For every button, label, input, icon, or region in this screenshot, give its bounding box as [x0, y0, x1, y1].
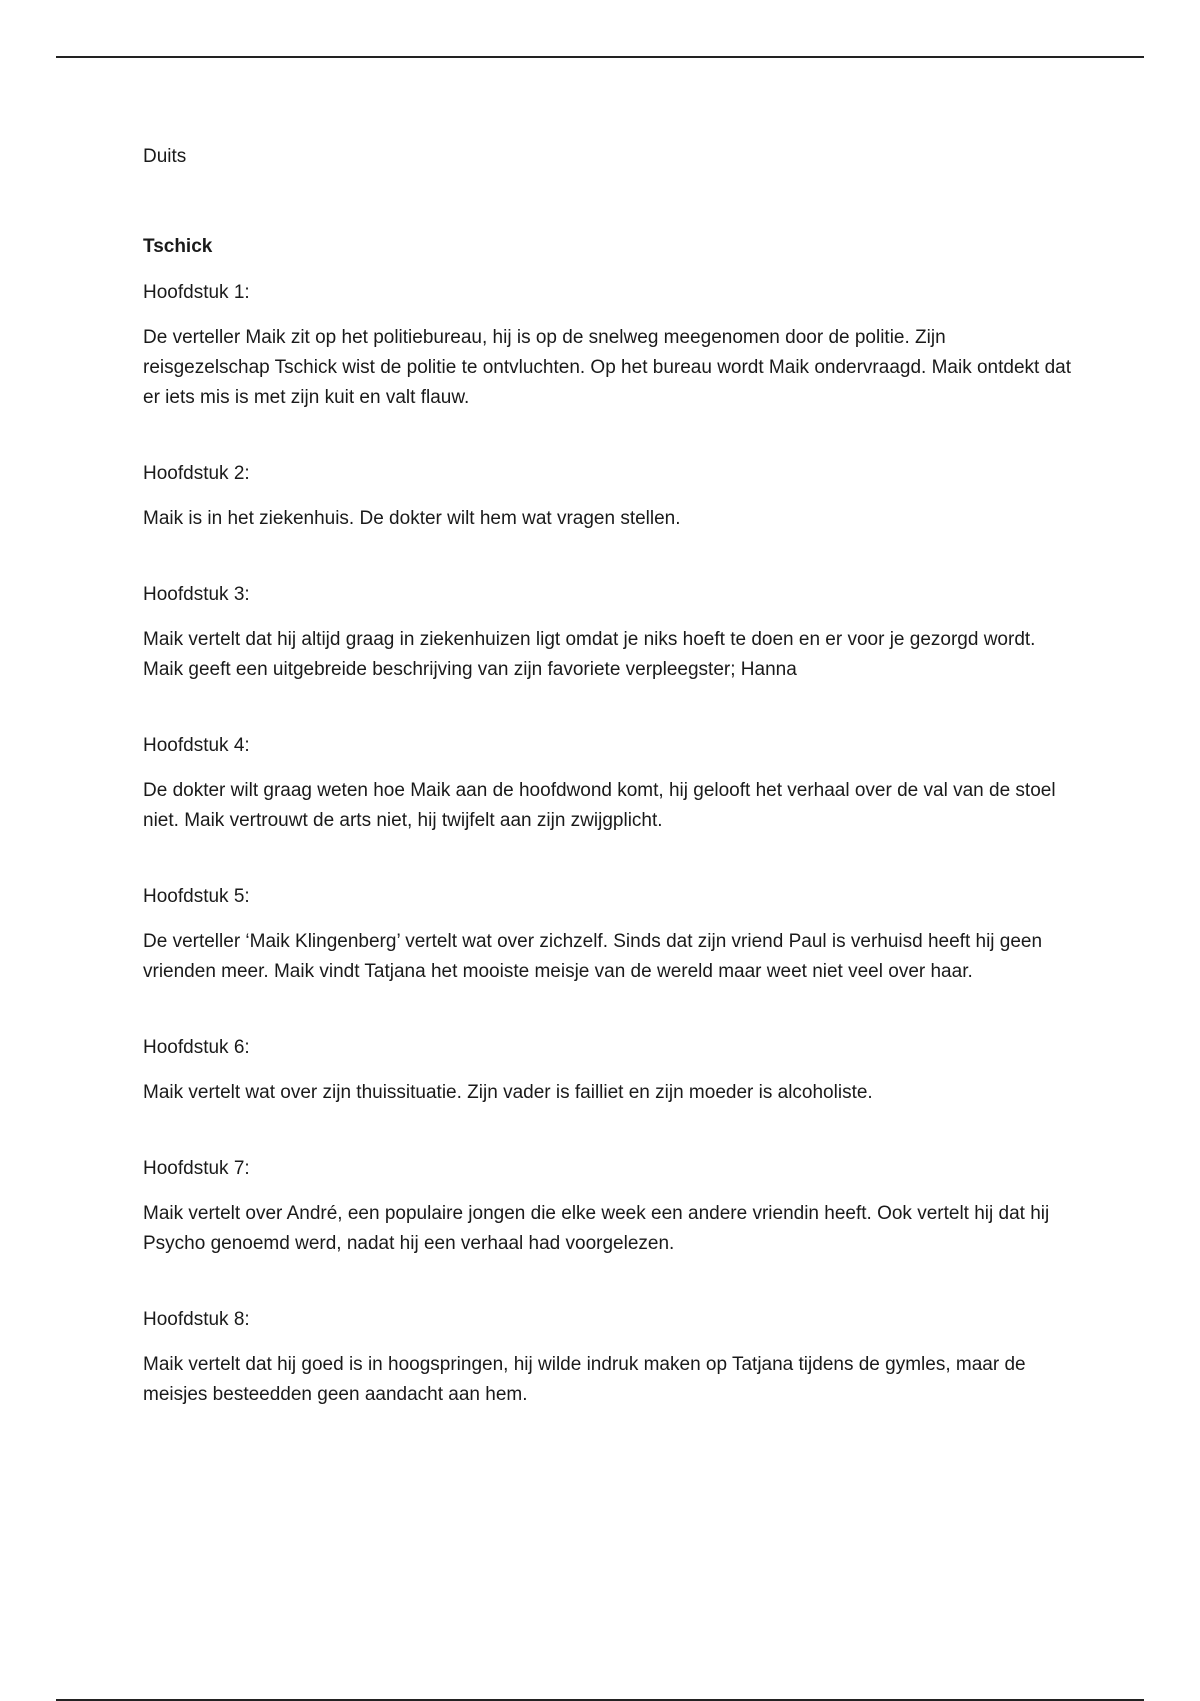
- header-rule: [56, 56, 1144, 58]
- chapter-heading: Hoofdstuk 5:: [143, 886, 250, 907]
- chapter-summary: Maik vertelt dat hij altijd graag in ziekenhuizen ligt omdat je niks hoeft te doen en er voor je gezorgd wordt. Maik geeft een uitgebreide beschrijving van zijn favoriete verpleegster; Hanna: [143, 629, 1036, 680]
- chapter-summary: Maik is in het ziekenhuis. De dokter wilt hem wat vragen stellen.: [143, 508, 681, 529]
- chapter-summary: Maik vertelt over André, een populaire jongen die elke week een andere vriendin heeft. Ook vertelt hij dat hij Psycho genoemd werd, nadat hij een verhaal had voorgelezen.: [143, 1203, 1050, 1254]
- chapter-summary: De verteller Maik zit op het politiebureau, hij is op de snelweg meegenomen door de politie. Zijn reisgezelschap Tschick wist de politie te ontvluchten. Op het bureau wordt Maik ondervraagd. Maik ontdekt dat er iets mis is met zijn kuit en valt flauw.: [143, 327, 1071, 408]
- subject-label: Duits: [143, 146, 187, 167]
- document-body: [143, 142, 1073, 1410]
- chapter-heading: Hoofdstuk 2:: [143, 463, 250, 484]
- chapter-heading: Hoofdstuk 7:: [143, 1158, 250, 1179]
- chapter-section: [143, 1154, 1073, 1259]
- chapter-heading: Hoofdstuk 3:: [143, 584, 250, 605]
- chapter-heading: Hoofdstuk 4:: [143, 735, 250, 756]
- chapter-section: [143, 459, 1073, 534]
- chapter-summary: De dokter wilt graag weten hoe Maik aan de hoofdwond komt, hij gelooft het verhaal over de val van de stoel niet. Maik vertrouwt de arts niet, hij twijfelt aan zijn zwijgplicht.: [143, 780, 1056, 831]
- chapter-section: [143, 1033, 1073, 1108]
- chapter-section: [143, 882, 1073, 987]
- chapter-heading: Hoofdstuk 8:: [143, 1309, 250, 1330]
- chapter-summary: Maik vertelt dat hij goed is in hoogspringen, hij wilde indruk maken op Tatjana tijdens de gymles, maar de meisjes besteedden geen aandacht aan hem.: [143, 1354, 1026, 1405]
- chapter-heading: Hoofdstuk 6:: [143, 1037, 250, 1058]
- chapter-section: [143, 731, 1073, 836]
- chapter-section: [143, 580, 1073, 685]
- chapter-summary: De verteller ‘Maik Klingenberg’ vertelt wat over zichzelf. Sinds dat zijn vriend Paul is verhuisd heeft hij geen vrienden meer. Maik vindt Tatjana het mooiste meisje van de wereld maar weet niet veel over haar.: [143, 931, 1043, 982]
- book-title: Tschick: [143, 236, 213, 257]
- chapter-heading: Hoofdstuk 1:: [143, 282, 250, 303]
- chapter-summary: Maik vertelt wat over zijn thuissituatie. Zijn vader is failliet en zijn moeder is alcoholiste.: [143, 1082, 873, 1103]
- chapter-section: [143, 1305, 1073, 1410]
- chapter-section: [143, 278, 1073, 413]
